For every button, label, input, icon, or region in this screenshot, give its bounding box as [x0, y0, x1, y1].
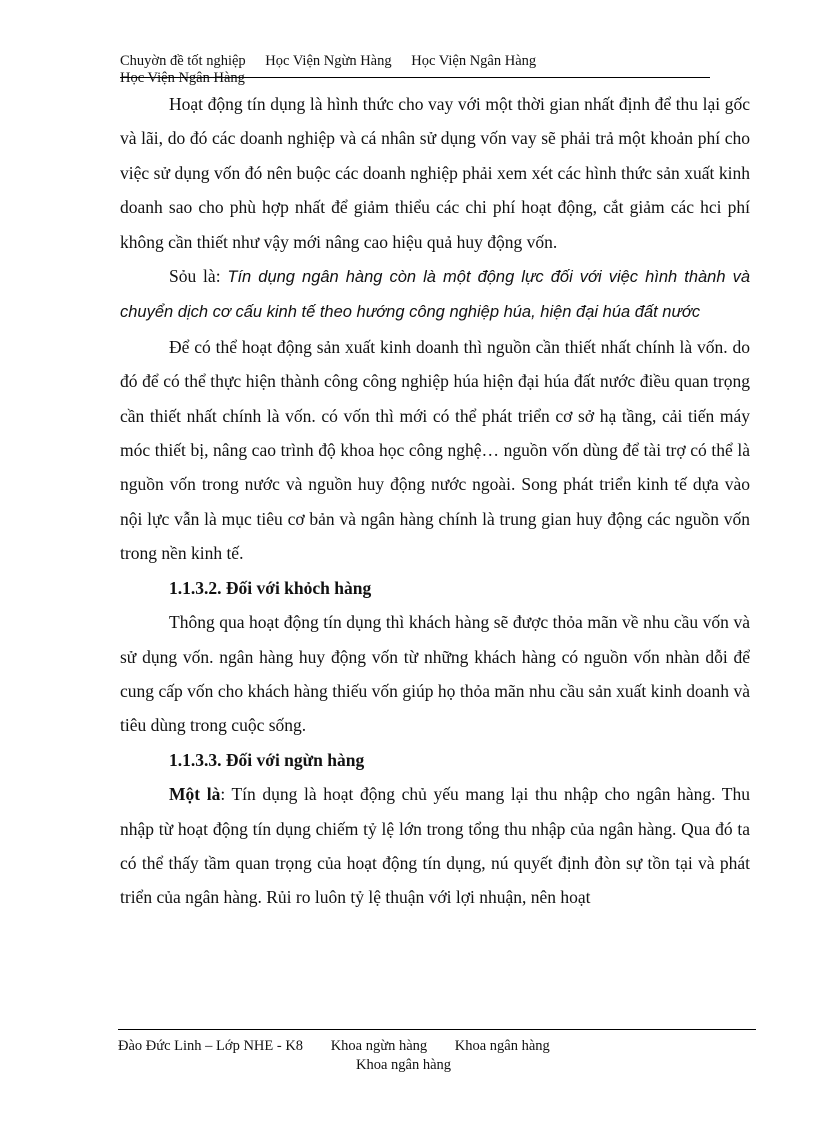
footer-line-1 — [118, 1037, 758, 1056]
header-thesis-label: Chuyờn đề tốt nghiệp — [120, 53, 246, 69]
section-heading: 1.1.3.3. Đối với ngừn hàng — [169, 749, 365, 770]
paragraph-text: : Tín dụng là hoạt động chủ yếu mang lại thu nhập cho ngân hàng. Thu nhập từ hoạt động tín dụng chiếm tỷ lệ lớn trong tổng thu nhập của ngân hàng. Qua đó ta có thể thấy tầm quan trọng của hoạt động tín dụng, nú quyết định đòn sự tồn tại và phát triển của ngân hàng. Rủi ro luôn tỷ lệ thuận với lợi nhuận, nên hoạt — [120, 784, 750, 908]
paragraph-lead: Sỏu là: — [169, 266, 228, 287]
footer-dept-1: Khoa ngừn hàng — [330, 1038, 428, 1054]
header-line-1 — [120, 53, 720, 70]
footer-dept-2: Khoa ngân hàng — [454, 1038, 550, 1054]
paragraph: Hoạt động tín dụng là hình thức cho vay với một thời gian nhất định để thu lại gốc và lãi, do đó các doanh nghiệp và cá nhân sử dụng vốn vay sẽ phải trả một khoản phí cho việc sử dụng vốn đó nên buộc các doanh nghiệp phải xem xét các hình thức sản xuất kinh doanh sao cho phù hợp nhất để giảm thiểu các chi phí hoạt động, cắt giảm các hci phí không cần thiết như vậy mới nâng cao hiệu quả huy động vốn. — [120, 94, 750, 252]
header-school-2: Học Viện Ngân Hàng — [411, 53, 537, 69]
paragraph-italic-claim — [120, 259, 750, 330]
footer-line-2: Khoa ngân hàng — [356, 1057, 452, 1073]
footer-divider — [118, 1029, 756, 1030]
italic-statement: Tín dụng ngân hàng còn là một động lực đối với việc hình thành và chuyển dịch cơ cấu kinh tế theo hướng công nghiệp húa, hiện đại húa đất nước — [120, 268, 750, 322]
paragraph-bold-lead: Một là — [169, 784, 221, 805]
page-footer — [118, 1037, 758, 1075]
header-line-2: Học Viện Ngân Hàng — [120, 70, 245, 86]
header-school-1: Học Viện Ngừn Hàng — [265, 53, 392, 69]
header-divider — [120, 77, 710, 78]
paragraph: Để có thể hoạt động sản xuất kinh doanh thì nguồn cần thiết nhất chính là vốn. do đó để có thể thực hiện thành công công nghiệp húa hiện đại húa đất nước điều quan trọng cần thiết nhất chính là vốn. có vốn thì mới có thể phát triển cơ sở hạ tầng, cải tiến máy móc thiết bị, nâng cao trình độ khoa học công nghệ… nguồn vốn dùng để tài trợ có thể là nguồn vốn trong nước và nguồn huy động nước ngoài. Song phát triển kinh tế dựa vào nội lực vẫn là mục tiêu cơ bản và ngân hàng chính là trung gian huy động các nguồn vốn trong nền kinh tế. — [120, 336, 750, 564]
page-header — [120, 53, 720, 87]
section-heading: 1.1.3.2. Đối với khỏch hàng — [169, 577, 372, 598]
document-body — [120, 87, 750, 915]
footer-author: Đào Đức Linh – Lớp NHE - K8 — [118, 1038, 304, 1054]
paragraph — [120, 777, 750, 915]
paragraph: Thông qua hoạt động tín dụng thì khách hàng sẽ được thỏa mãn về nhu cầu vốn và sử dụng vốn. ngân hàng huy động vốn từ những khách hàng có nguồn vốn nhàn dỗi để cung cấp vốn cho khách hàng thiếu vốn giúp họ thỏa mãn nhu cầu sản xuất kinh doanh và tiêu dùng trong cuộc sống. — [120, 612, 750, 736]
